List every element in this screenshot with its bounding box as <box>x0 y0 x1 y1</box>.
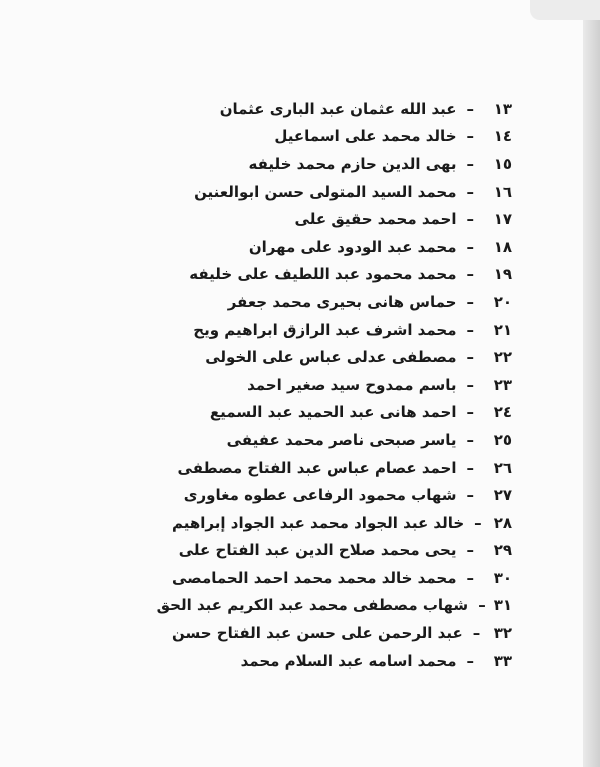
item-dash: – <box>466 568 474 587</box>
item-number: ٣١ <box>493 596 512 615</box>
item-number: ١٤ <box>493 127 512 146</box>
list-item <box>172 288 512 316</box>
item-dash: – <box>466 430 474 449</box>
item-dash: – <box>478 596 486 615</box>
item-number: ٣٣ <box>493 651 512 670</box>
item-name: مصطفى عدلى عباس على الخولى <box>205 348 457 367</box>
list-item <box>172 481 512 509</box>
item-name: محمد اسامه عبد السلام محمد <box>240 651 457 670</box>
item-number: ٢٥ <box>493 430 512 449</box>
item-dash: – <box>466 320 474 339</box>
list-item <box>172 619 512 647</box>
item-number: ١٨ <box>493 237 512 256</box>
item-name: احمد عصام عباس عبد الفتاح مصطفى <box>177 458 457 477</box>
item-dash: – <box>466 348 474 367</box>
item-name: عبد الرحمن على حسن عبد الفتاح حسن <box>172 624 463 643</box>
list-item <box>172 95 512 123</box>
item-dash: – <box>466 265 474 284</box>
list-item <box>172 316 512 344</box>
item-name: محمد السيد المتولى حسن ابوالعنين <box>194 182 457 201</box>
item-number: ٢١ <box>493 320 512 339</box>
item-dash: – <box>466 375 474 394</box>
item-number: ٢٦ <box>493 458 512 477</box>
item-number: ١٣ <box>493 99 512 118</box>
item-name: محمد خالد محمد محمد احمد الحمامصى <box>172 568 457 587</box>
page-edge-shadow <box>583 0 600 767</box>
item-name: خالد عبد الجواد محمد عبد الجواد إبراهيم <box>172 513 465 532</box>
item-dash: – <box>472 624 481 643</box>
item-dash: – <box>466 182 474 201</box>
item-name: حماس هانى بحيرى محمد جعفر <box>227 292 457 311</box>
item-dash: – <box>466 403 474 422</box>
list-item <box>172 647 512 675</box>
list-item <box>172 564 512 592</box>
item-dash: – <box>474 513 482 532</box>
item-number: ٢٨ <box>493 513 512 532</box>
item-dash: – <box>466 127 474 146</box>
list-item <box>172 150 512 178</box>
item-name: شهاب محمود الرفاعى عطوه مغاورى <box>183 486 457 505</box>
list-item <box>172 537 512 565</box>
item-dash: – <box>466 154 474 173</box>
item-number: ٢٧ <box>493 486 512 505</box>
list-item <box>172 205 512 233</box>
item-name: احمد محمد حقيق على <box>294 210 457 229</box>
item-name: محمد محمود عبد اللطيف على خليفه <box>189 265 457 284</box>
list-item <box>172 233 512 261</box>
item-name: محمد اشرف عبد الرازق ابراهيم ويح <box>193 320 457 339</box>
item-name: بهى الدين حازم محمد خليفه <box>248 154 457 173</box>
item-dash: – <box>466 237 474 256</box>
item-number: ٢٠ <box>493 292 512 311</box>
list-item <box>172 509 512 537</box>
item-number: ٢٢ <box>493 348 512 367</box>
list-item <box>156 592 512 620</box>
item-number: ١٦ <box>493 182 512 201</box>
item-name: عبد الله عثمان عبد البارى عثمان <box>219 99 457 118</box>
item-number: ٢٣ <box>493 375 512 394</box>
item-name: يحى محمد صلاح الدين عبد الفتاح على <box>178 541 457 560</box>
item-number: ١٩ <box>493 265 512 284</box>
item-name: احمد هانى عبد الحميد عبد السميع <box>209 403 457 422</box>
item-dash: – <box>466 99 474 118</box>
list-item <box>172 426 512 454</box>
item-number: ١٧ <box>493 210 512 229</box>
list-item <box>172 123 512 151</box>
list-item <box>172 343 512 371</box>
list-item <box>172 371 512 399</box>
item-dash: – <box>466 458 474 477</box>
item-number: ٢٤ <box>493 403 512 422</box>
list-item <box>172 399 512 427</box>
item-dash: – <box>466 486 474 505</box>
names-list <box>156 95 512 674</box>
list-item <box>172 261 512 289</box>
list-item <box>172 178 512 206</box>
item-number: ٢٩ <box>493 541 512 560</box>
item-dash: – <box>466 541 474 560</box>
item-dash: – <box>466 651 474 670</box>
item-dash: – <box>466 292 474 311</box>
item-number: ٣٠ <box>493 568 512 587</box>
list-item <box>172 454 512 482</box>
item-dash: – <box>466 210 474 229</box>
item-number: ٣٢ <box>493 624 512 643</box>
item-name: شهاب مصطفى محمد عبد الكريم عبد الحق <box>156 596 469 615</box>
item-name: ياسر صبحى ناصر محمد عفيفى <box>226 430 457 449</box>
item-number: ١٥ <box>493 154 512 173</box>
item-name: باسم ممدوح سيد صغير احمد <box>247 375 457 394</box>
item-name: خالد محمد على اسماعيل <box>274 127 457 146</box>
corner-tab <box>530 0 600 20</box>
item-name: محمد عبد الودود على مهران <box>248 237 457 256</box>
